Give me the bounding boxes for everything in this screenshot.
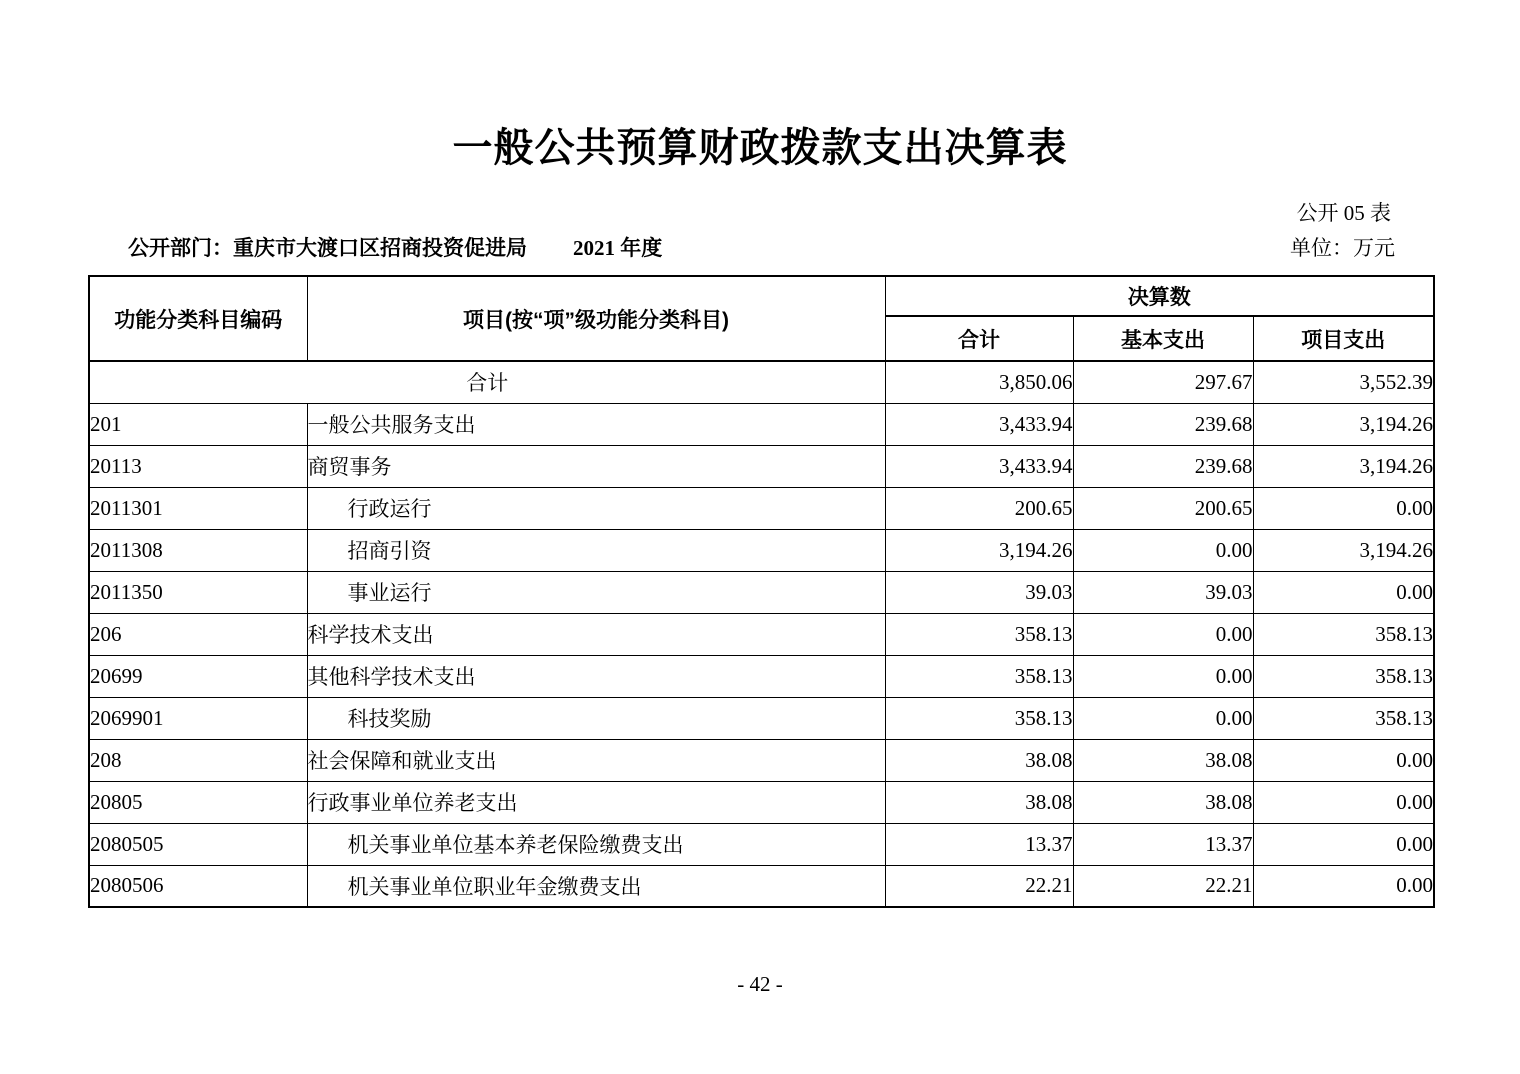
cell-project: 3,194.26 [1253, 529, 1434, 571]
cell-item: 行政事业单位养老支出 [307, 781, 885, 823]
header-code: 功能分类科目编码 [89, 276, 307, 361]
summary-row [89, 361, 1434, 403]
page-title: 一般公共预算财政拨款支出决算表 [452, 126, 1068, 170]
cell-code: 20699 [89, 655, 307, 697]
cell-project: 0.00 [1253, 739, 1434, 781]
cell-code: 2011308 [89, 529, 307, 571]
cell-basic: 38.08 [1073, 781, 1253, 823]
cell-total: 38.08 [885, 781, 1073, 823]
cell-total: 358.13 [885, 697, 1073, 739]
cell-item: 机关事业单位职业年金缴费支出 [307, 865, 885, 907]
table-row [89, 781, 1434, 823]
cell-total: 358.13 [885, 613, 1073, 655]
cell-total: 358.13 [885, 655, 1073, 697]
department-label: 公开部门：重庆市大渡口区招商投资促进局 [128, 236, 527, 260]
cell-total: 3,433.94 [885, 445, 1073, 487]
cell-total: 3,194.26 [885, 529, 1073, 571]
cell-item: 事业运行 [307, 571, 885, 613]
table-row [89, 613, 1434, 655]
table-row [89, 403, 1434, 445]
cell-basic: 0.00 [1073, 613, 1253, 655]
header-total: 合计 [885, 316, 1073, 361]
form-code: 公开 05 表 [1296, 201, 1391, 225]
cell-basic: 239.68 [1073, 445, 1253, 487]
cell-total: 22.21 [885, 865, 1073, 907]
year-label: 2021 年度 [573, 236, 663, 260]
cell-project: 358.13 [1253, 655, 1434, 697]
cell-basic: 13.37 [1073, 823, 1253, 865]
cell-basic: 0.00 [1073, 655, 1253, 697]
cell-total: 3,850.06 [885, 361, 1073, 403]
cell-code: 2011301 [89, 487, 307, 529]
cell-item: 招商引资 [307, 529, 885, 571]
cell-basic: 0.00 [1073, 529, 1253, 571]
cell-code: 20805 [89, 781, 307, 823]
cell-item: 社会保障和就业支出 [307, 739, 885, 781]
cell-item: 机关事业单位基本养老保险缴费支出 [307, 823, 885, 865]
cell-basic: 239.68 [1073, 403, 1253, 445]
cell-basic: 297.67 [1073, 361, 1253, 403]
cell-basic: 39.03 [1073, 571, 1253, 613]
cell-project: 3,552.39 [1253, 361, 1434, 403]
header-row-top [89, 276, 1434, 316]
cell-basic: 0.00 [1073, 697, 1253, 739]
cell-project: 358.13 [1253, 613, 1434, 655]
table-row [89, 823, 1434, 865]
cell-code: 20113 [89, 445, 307, 487]
cell-code: 201 [89, 403, 307, 445]
cell-item: 一般公共服务支出 [307, 403, 885, 445]
table-row [89, 655, 1434, 697]
cell-item: 商贸事务 [307, 445, 885, 487]
cell-total: 13.37 [885, 823, 1073, 865]
cell-item: 科学技术支出 [307, 613, 885, 655]
cell-code: 2069901 [89, 697, 307, 739]
cell-item: 科技奖励 [307, 697, 885, 739]
meta-block [88, 200, 1433, 261]
cell-total: 38.08 [885, 739, 1073, 781]
table-row [89, 487, 1434, 529]
unit-label: 单位：万元 [1290, 236, 1395, 260]
header-group: 决算数 [885, 276, 1434, 316]
cell-code: 208 [89, 739, 307, 781]
budget-table [88, 275, 1435, 908]
table-header [89, 276, 1434, 361]
table-row [89, 571, 1434, 613]
cell-project: 0.00 [1253, 487, 1434, 529]
cell-basic: 38.08 [1073, 739, 1253, 781]
cell-code: 206 [89, 613, 307, 655]
cell-project: 0.00 [1253, 781, 1434, 823]
cell-total: 39.03 [885, 571, 1073, 613]
cell-project: 0.00 [1253, 571, 1434, 613]
cell-code: 2080505 [89, 823, 307, 865]
cell-project: 3,194.26 [1253, 403, 1434, 445]
cell-project: 3,194.26 [1253, 445, 1434, 487]
table-row [89, 697, 1434, 739]
cell-basic: 22.21 [1073, 865, 1253, 907]
cell-summary-label: 合计 [89, 361, 885, 403]
cell-total: 200.65 [885, 487, 1073, 529]
header-item: 项目(按“项”级功能分类科目) [307, 276, 885, 361]
cell-project: 0.00 [1253, 865, 1434, 907]
cell-basic: 200.65 [1073, 487, 1253, 529]
table-row [89, 529, 1434, 571]
cell-project: 0.00 [1253, 823, 1434, 865]
header-project: 项目支出 [1253, 316, 1434, 361]
page-number: - 42 - [737, 972, 783, 996]
department-year-group [88, 235, 662, 261]
table-row [89, 865, 1434, 907]
cell-total: 3,433.94 [885, 403, 1073, 445]
meta-line [88, 235, 1433, 261]
cell-project: 358.13 [1253, 697, 1434, 739]
cell-item: 其他科学技术支出 [307, 655, 885, 697]
table-row [89, 445, 1434, 487]
cell-item: 行政运行 [307, 487, 885, 529]
cell-code: 2080506 [89, 865, 307, 907]
table-row [89, 739, 1434, 781]
cell-code: 2011350 [89, 571, 307, 613]
header-basic: 基本支出 [1073, 316, 1253, 361]
